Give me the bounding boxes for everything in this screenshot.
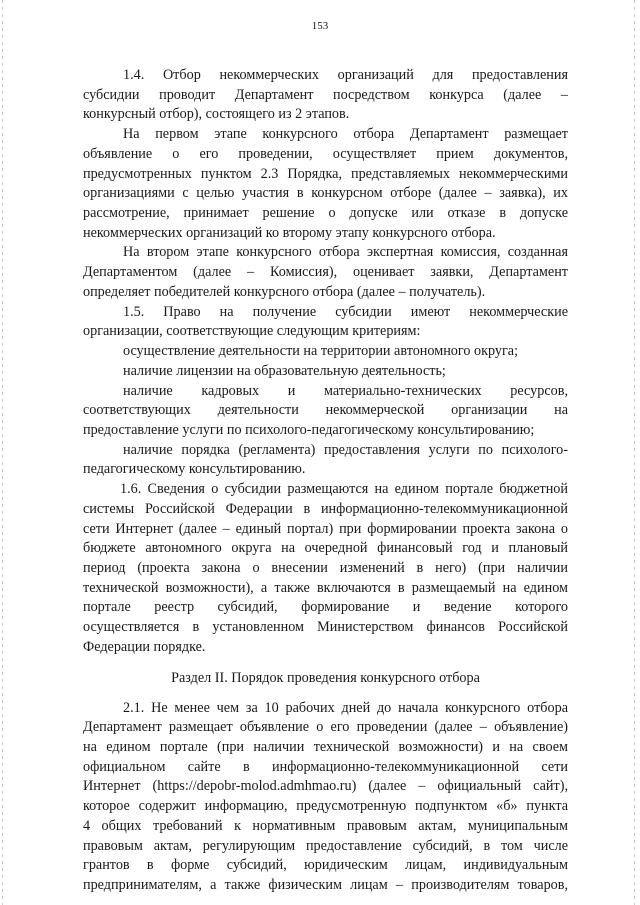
text-line: которое содержит информацию, предусмотренную подпунктом «б» пункта: [83, 798, 568, 815]
text-line: осуществление деятельности на территории автономного округа;: [123, 343, 519, 360]
scan-edge-left: [2, 0, 3, 905]
paragraph: [83, 382, 568, 441]
text-line: 4 общих требований к нормативным правовым актам, муниципальным: [83, 817, 568, 834]
text-line: определяет победителей конкурсного отбора (далее – получатель).: [83, 283, 486, 300]
text-line: наличие лицензии на образовательную деятельность;: [123, 362, 446, 379]
paragraph: [83, 699, 568, 896]
text-line: системы Российской Федерации в информационно-телекоммуникационной: [83, 500, 568, 517]
text-line: На первом этапе конкурсного отбора Департамент размещает: [123, 126, 568, 143]
text-line: Департамент размещает объявление о его проведении (далее – объявление): [83, 719, 568, 736]
text-line: сети Интернет (далее – единый портал) при формировании проекта закона о: [83, 520, 568, 537]
text-line: 1.4. Отбор некоммерческих организаций для предоставления: [123, 67, 568, 83]
section-2-text: [83, 699, 568, 896]
paragraph: [83, 125, 568, 243]
paragraph: [83, 441, 568, 480]
section-1-text: [83, 66, 568, 658]
paragraph: [83, 480, 568, 657]
text-line: портале реестр субсидий, формирование и ведение которого: [83, 599, 568, 616]
scan-edge-right: [634, 0, 635, 905]
text-line: наличие порядка (регламента) предоставления услуги по психолого-: [123, 441, 568, 458]
text-line: некоммерческих организаций ко второму этапу конкурсного отбора.: [83, 224, 496, 241]
text-line: соответствующих деятельности некоммерческой организации на: [83, 402, 568, 419]
paragraph: [83, 342, 568, 362]
text-line: 1.6. Сведения о субсидии размещаются на едином портале бюджетной: [120, 481, 568, 498]
section-heading: Раздел II. Порядок проведения конкурсного отбора: [171, 669, 480, 686]
text-line: период (проекта закона о внесении изменений в него) (при наличии: [83, 559, 568, 576]
text-line: организации, соответствующие следующим критериям:: [83, 323, 421, 340]
text-line: Интернет (https://depobr-molod.admhmao.ru) (далее – официальный сайт),: [83, 778, 568, 795]
document-body: [83, 66, 568, 896]
paragraph: [83, 243, 568, 302]
paragraph: [83, 362, 568, 382]
text-line: наличие кадровых и материально-технических ресурсов,: [123, 382, 568, 399]
text-line: 2.1. Не менее чем за 10 рабочих дней до начала конкурсного отбора: [123, 699, 568, 716]
text-line: грантов в форме субсидий, юридическим лицам, индивидуальным: [83, 857, 568, 874]
text-line: объявление о его проведении, осуществляет прием документов,: [83, 145, 568, 162]
text-line: на едином портале (при наличии технической возможности) и на своем: [83, 739, 568, 755]
text-line: официальном сайте в информационно-телекоммуникационной сети: [83, 758, 568, 775]
text-line: Департаментом (далее – Комиссия), оценивает заявки, Департамент: [83, 264, 568, 281]
paragraph: [83, 303, 568, 342]
text-line: 1.5. Право на получение субсидии имеют некоммерческие: [123, 303, 568, 320]
text-line: На втором этапе конкурсного отбора экспертная комиссия, созданная: [123, 244, 568, 261]
text-line: Федерации порядке.: [83, 638, 206, 655]
text-line: предпринимателям, а также физическим лицам – производителям товаров,: [83, 877, 568, 894]
text-line: предусмотренных пунктом 2.3 Порядка, представляемых некоммерческими: [83, 165, 568, 182]
text-line: осуществляется в установленном Министерством финансов Российской: [83, 619, 568, 636]
text-line: бюджете автономного округа на очередной финансовый год и плановый: [83, 540, 568, 557]
text-line: конкурсный отбор), состоящего из 2 этапов.: [83, 106, 350, 123]
text-line: организациями с целью участия в конкурсном отборе (далее – заявка), их: [83, 185, 568, 202]
text-line: педагогическому консультированию.: [83, 461, 306, 478]
text-line: технической возможности), а также включаются в размещаемый на едином: [83, 579, 568, 596]
paragraph: [83, 66, 568, 125]
text-line: предоставление услуги по психолого-педагогическому консультированию;: [83, 421, 535, 438]
text-line: рассмотрение, принимает решение о допуске или отказе в допуске: [83, 205, 568, 222]
page-number: 153: [311, 20, 329, 32]
text-line: правовым актам, регулирующим предоставление субсидий, в том числе: [83, 837, 568, 854]
text-line: субсидии проводит Департамент посредством конкурса (далее –: [83, 86, 568, 103]
